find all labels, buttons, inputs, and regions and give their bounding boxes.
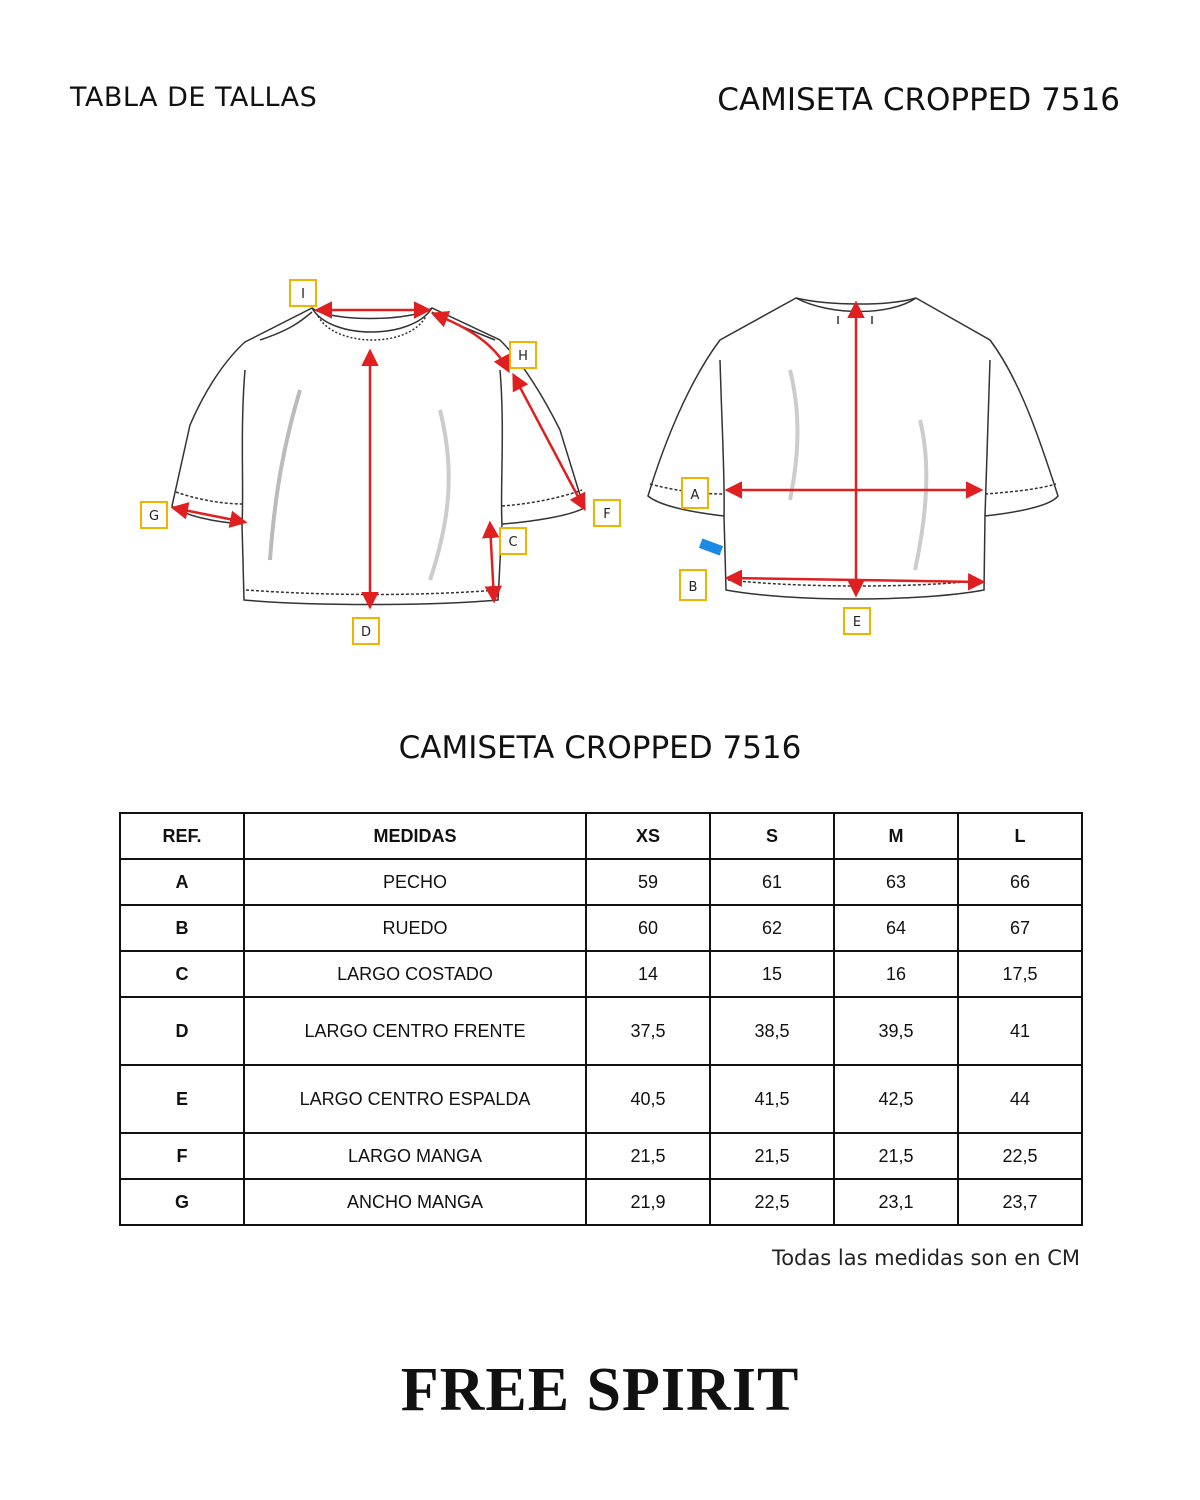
- table-row: [120, 1065, 1082, 1133]
- cell-ref: F: [120, 1133, 244, 1179]
- cell-s: 41,5: [710, 1065, 834, 1133]
- cell-m: 64: [834, 905, 958, 951]
- cell-xs: 21,9: [586, 1179, 710, 1225]
- cell-m: 42,5: [834, 1065, 958, 1133]
- table-row: [120, 1179, 1082, 1225]
- cell-m: 63: [834, 859, 958, 905]
- cell-s: 22,5: [710, 1179, 834, 1225]
- table-row: [120, 1133, 1082, 1179]
- cell-l: 67: [958, 905, 1082, 951]
- cell-xs: 40,5: [586, 1065, 710, 1133]
- cell-l: 22,5: [958, 1133, 1082, 1179]
- header-m: M: [834, 813, 958, 859]
- cell-ref: B: [120, 905, 244, 951]
- cell-measure: ANCHO MANGA: [244, 1179, 586, 1225]
- cell-m: 16: [834, 951, 958, 997]
- cell-xs: 59: [586, 859, 710, 905]
- cell-measure: LARGO MANGA: [244, 1133, 586, 1179]
- cell-l: 41: [958, 997, 1082, 1065]
- cell-l: 23,7: [958, 1179, 1082, 1225]
- svg-text:H: H: [518, 349, 528, 364]
- measure-line-c: [490, 524, 494, 600]
- hanger-tab: [699, 539, 723, 556]
- cell-s: 15: [710, 951, 834, 997]
- size-table: [119, 812, 1083, 1226]
- table-row: [120, 859, 1082, 905]
- cell-ref: G: [120, 1179, 244, 1225]
- cell-m: 21,5: [834, 1133, 958, 1179]
- cell-m: 39,5: [834, 997, 958, 1065]
- header-s: S: [710, 813, 834, 859]
- header-ref: REF.: [120, 813, 244, 859]
- units-note: Todas las medidas son en CM: [771, 1246, 1080, 1270]
- cell-ref: A: [120, 859, 244, 905]
- cell-m: 23,1: [834, 1179, 958, 1225]
- measure-line-h: [434, 314, 508, 370]
- svg-text:F: F: [603, 507, 611, 522]
- table-header-row: [120, 813, 1082, 859]
- cell-xs: 21,5: [586, 1133, 710, 1179]
- cell-measure: PECHO: [244, 859, 586, 905]
- svg-text:E: E: [852, 615, 862, 630]
- front-tags: [141, 280, 620, 644]
- cell-l: 66: [958, 859, 1082, 905]
- measure-line-f: [514, 376, 584, 508]
- header-medidas: MEDIDAS: [244, 813, 586, 859]
- cell-measure: RUEDO: [244, 905, 586, 951]
- garment-diagram: [0, 260, 1200, 660]
- svg-text:I: I: [301, 287, 305, 302]
- cell-ref: D: [120, 997, 244, 1065]
- table-title: CAMISETA CROPPED 7516: [398, 730, 802, 766]
- brand-logo: FREE SPIRIT: [400, 1356, 800, 1424]
- cell-s: 21,5: [710, 1133, 834, 1179]
- cell-xs: 37,5: [586, 997, 710, 1065]
- svg-text:D: D: [360, 625, 372, 640]
- cell-measure: LARGO COSTADO: [244, 951, 586, 997]
- cell-measure: LARGO CENTRO FRENTE: [244, 997, 586, 1065]
- cell-ref: C: [120, 951, 244, 997]
- back-measurements: [728, 304, 982, 594]
- header-l: L: [958, 813, 1082, 859]
- cell-s: 61: [710, 859, 834, 905]
- header-xs: XS: [586, 813, 710, 859]
- cell-measure: LARGO CENTRO ESPALDA: [244, 1065, 586, 1133]
- size-chart-label: TABLA DE TALLAS: [70, 82, 318, 113]
- cell-s: 38,5: [710, 997, 834, 1065]
- svg-text:C: C: [508, 535, 518, 550]
- cell-xs: 14: [586, 951, 710, 997]
- cell-ref: E: [120, 1065, 244, 1133]
- table-row: [120, 905, 1082, 951]
- cell-s: 62: [710, 905, 834, 951]
- table-row: [120, 951, 1082, 997]
- back-tshirt-drawing: [648, 298, 1058, 599]
- cell-l: 44: [958, 1065, 1082, 1133]
- svg-text:A: A: [690, 488, 700, 503]
- svg-text:G: G: [148, 509, 160, 524]
- cell-xs: 60: [586, 905, 710, 951]
- svg-text:B: B: [688, 580, 698, 595]
- cell-l: 17,5: [958, 951, 1082, 997]
- product-name: CAMISETA CROPPED 7516: [717, 82, 1120, 118]
- table-row: [120, 997, 1082, 1065]
- back-tags: [680, 478, 870, 634]
